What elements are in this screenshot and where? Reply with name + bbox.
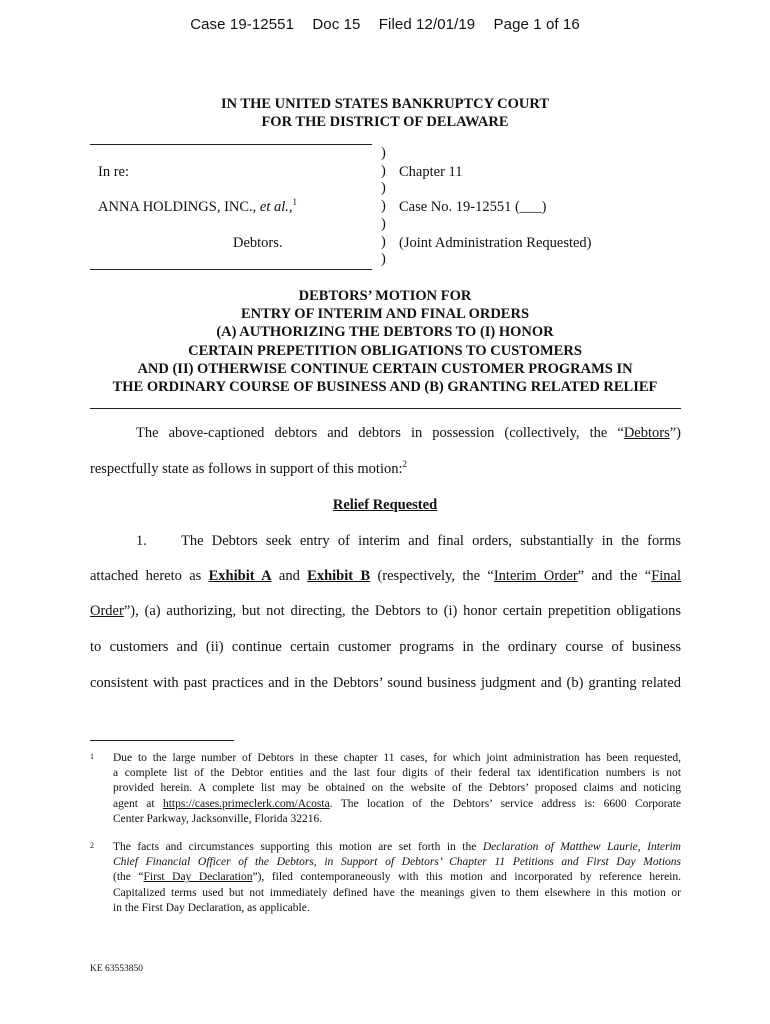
caption-case-number: Case No. 19-12551 (___) [399, 199, 547, 215]
para1-line-3: Order”), (a) authorizing, but not directing, the Debtors to (i) honor certain prepetition obligations [90, 603, 681, 619]
court-name-line: IN THE UNITED STATES BANKRUPTCY COURT [220, 96, 550, 112]
first-day-declaration-term: First Day Declaration [143, 871, 253, 884]
court-heading [0, 95, 770, 131]
debtors-defined-term: Debtors [623, 425, 670, 441]
para1-line-4: to customers and (ii) continue certain customer programs in the ordinary course of business [90, 639, 681, 655]
motion-title-line: THE ORDINARY COURSE OF BUSINESS AND (B) GRANTING RELATED RELIEF [112, 379, 658, 396]
exhibit-b-ref[interactable]: Exhibit B [307, 568, 371, 584]
para1-line-2: attached hereto as Exhibit A and Exhibit B (respectively, the “Interim Order” and the “Final [90, 568, 682, 584]
caption-chapter: Chapter 11 [399, 164, 463, 180]
footnote-mark: 2 [90, 841, 94, 850]
caption-debtors-label: Debtors. [233, 235, 283, 251]
caption-paren: ) [381, 198, 386, 215]
claims-agent-link[interactable]: https://cases.primeclerk.com/Acosta [162, 797, 330, 810]
caption-paren: ) [381, 162, 386, 179]
exhibit-a-ref[interactable]: Exhibit A [208, 568, 272, 584]
intro-line-2: respectfully state as follows in support of this motion:$^2$ [90, 459, 408, 477]
footnote-ref-1: 1 [292, 197, 298, 208]
motion-title-line: CERTAIN PREPETITION OBLIGATIONS TO CUSTOMERS [188, 342, 582, 359]
intro-line-1: The above-captioned debtors and debtors in possession (collectively, the “Debtors”) [136, 425, 681, 441]
caption-paren: ) [381, 180, 386, 197]
footnote-ref-2: 2 [402, 459, 408, 470]
motion-title [0, 287, 770, 396]
para1-line-5: consistent with past practices and in the Debtors’ sound business judgment and (b) granting related [90, 675, 681, 691]
document-id-footer: KE 63553850 [90, 964, 144, 974]
para-number: 1. [136, 533, 147, 549]
caption-paren: ) [381, 215, 386, 232]
filing-stamp [0, 16, 770, 33]
caption-top-rule [90, 144, 372, 145]
footnote-divider [90, 740, 234, 741]
caption-paren: ) [381, 145, 386, 161]
final-order-term: Final [651, 568, 682, 584]
interim-order-term: Interim Order [493, 568, 578, 584]
motion-title-line: DEBTORS’ MOTION FOR [298, 288, 472, 304]
final-order-term-cont: Order [90, 603, 124, 619]
footnote-1: 1 Due to the large number of Debtors in these chapter 11 cases, for which joint administration has been requested, a complete list of the Debtor entities and the last four digits of their federal tax identification numbers is not provided herein. A complete list may be obtained on the website of the Debtors’ proposed claims and noticing agent at https://cases.primeclerk.com/Acosta. The location of the Debtors’ service address is: 6600 Corporate Center Parkway, Jacksonville, Florida 32216. [90, 751, 681, 831]
motion-title-line: (A) AUTHORIZING THE DEBTORS TO (I) HONOR [216, 324, 554, 341]
motion-title-line: ENTRY OF INTERIM AND FINAL ORDERS [240, 306, 530, 323]
court-district-line: FOR THE DISTRICT OF DELAWARE [261, 114, 509, 130]
motion-title-line: AND (II) OTHERWISE CONTINUE CERTAIN CUSTOMER PROGRAMS IN [137, 360, 633, 377]
doc-number-stamp: Doc 15 [312, 16, 361, 33]
caption-paren-column [381, 145, 386, 269]
page-count-stamp: Page 1 of 16 [493, 16, 580, 33]
caption-debtor-name: ANNA HOLDINGS, INC., et al.,$^1$ [98, 197, 298, 215]
para1-line-1: The Debtors seek entry of interim and final orders, substantially in the forms [181, 533, 681, 549]
caption-joint-administration: (Joint Administration Requested) [399, 235, 592, 251]
et-al-text: et al. [259, 199, 289, 215]
caption-paren: ) [381, 233, 386, 250]
filed-date-stamp: Filed 12/01/19 [378, 16, 476, 33]
caption-bottom-rule [90, 269, 372, 270]
footnote-mark: 1 [90, 752, 94, 761]
footnote-2: 2 The facts and circumstances supporting this motion are set forth in the Declaration of Matthew Laurie, Interim Chief Financial Officer of the Debtors, in Support of Debtors’ Chapter 11 Petitions and First Day Motions (the “First Day Declaration”), filed contemporaneously with this motion and incorporated by reference herein. Capitalized terms used but not immediately defined have the meanings given to them elsewhere in this motion or in the First Day Declaration, as applicable. [90, 840, 681, 920]
debtor-name-text: ANNA HOLDINGS, INC., [98, 199, 257, 215]
case-number-stamp: Case 19-12551 [190, 16, 295, 33]
title-divider [90, 408, 681, 409]
caption-in-re: In re: [98, 164, 129, 180]
caption-paren: ) [381, 251, 386, 268]
relief-requested-heading: Relief Requested [332, 497, 438, 513]
